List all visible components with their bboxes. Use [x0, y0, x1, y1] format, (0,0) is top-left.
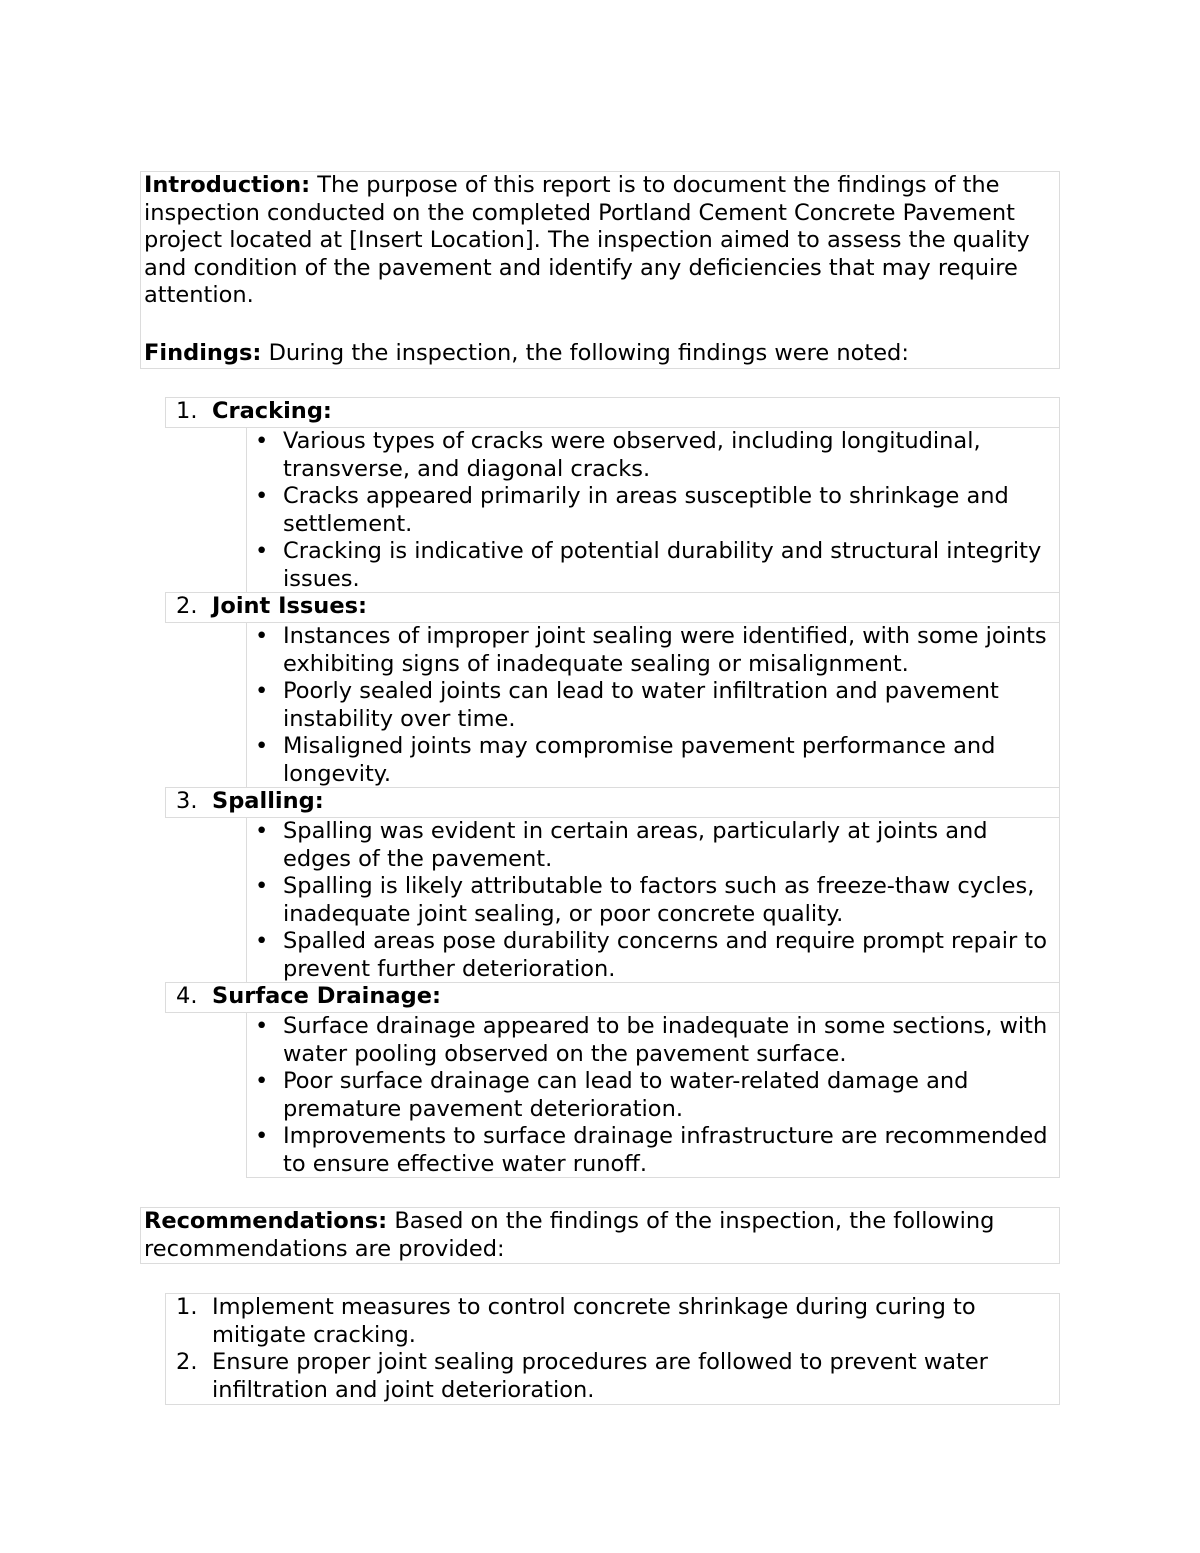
- list-item: [247, 1123, 1059, 1178]
- recommendations-text: Based on the findings of the inspection, the following recommendations are provided:: [144, 1208, 995, 1262]
- finding-title: Cracking:: [212, 398, 332, 424]
- recommendations-paragraph: [144, 1208, 1055, 1263]
- bullet-text: Cracking is indicative of potential durability and structural integrity issues.: [283, 538, 1042, 592]
- list-item: [247, 873, 1059, 928]
- finding-item-joint-issues: [165, 592, 1060, 623]
- recommendations-list: [165, 1293, 1060, 1405]
- bullet-icon: •: [255, 818, 269, 844]
- bullet-icon: •: [255, 428, 269, 454]
- finding-title: Joint Issues:: [212, 593, 367, 619]
- finding-item-surface-drainage: [165, 982, 1060, 1013]
- recommendations-block: [140, 1207, 1060, 1264]
- list-item: [247, 1013, 1059, 1068]
- list-item: [247, 818, 1059, 873]
- finding-item-cracking: [165, 397, 1060, 428]
- list-item: [247, 928, 1059, 983]
- list-item: [247, 1068, 1059, 1123]
- introduction-paragraph: [144, 172, 1055, 310]
- findings-paragraph: [144, 340, 1055, 368]
- finding-number: 4.: [176, 983, 198, 1009]
- bullet-text: Spalling was evident in certain areas, particularly at joints and edges of the pavement.: [283, 818, 988, 872]
- bullet-text: Spalling is likely attributable to factors such as freeze-thaw cycles, inadequate joint sealing, or poor concrete quality.: [283, 873, 1035, 927]
- bullet-icon: •: [255, 1013, 269, 1039]
- findings-label: Findings:: [144, 339, 262, 366]
- recommendation-number: 1.: [176, 1294, 198, 1320]
- findings-text: During the inspection, the following findings were noted:: [261, 339, 909, 366]
- bullet-text: Surface drainage appeared to be inadequate in some sections, with water pooling observed on the pavement surface.: [283, 1013, 1048, 1067]
- finding-number: 1.: [176, 398, 198, 424]
- recommendation-text: Ensure proper joint sealing procedures are followed to prevent water infiltration and joint deterioration.: [212, 1349, 988, 1403]
- bullet-text: Cracks appeared primarily in areas susceptible to shrinkage and settlement.: [283, 483, 1009, 537]
- bullet-icon: •: [255, 1123, 269, 1149]
- list-item: [247, 733, 1059, 788]
- finding-number: 2.: [176, 593, 198, 619]
- finding-title: Surface Drainage:: [212, 983, 441, 1009]
- finding-bullets-cracking: [246, 427, 1060, 593]
- finding-bullets-joint-issues: [246, 622, 1060, 788]
- finding-title: Spalling:: [212, 788, 324, 814]
- finding-item-spalling: [165, 787, 1060, 818]
- intro-findings-block: [140, 171, 1060, 369]
- bullet-text: Instances of improper joint sealing were identified, with some joints exhibiting signs of inadequate sealing or misalignment.: [283, 623, 1047, 677]
- list-item: [166, 1294, 1059, 1349]
- bullet-text: Poorly sealed joints can lead to water infiltration and pavement instability over time.: [283, 678, 999, 732]
- bullet-icon: •: [255, 538, 269, 564]
- bullet-text: Various types of cracks were observed, including longitudinal, transverse, and diagonal cracks.: [283, 428, 981, 482]
- bullet-text: Spalled areas pose durability concerns and require prompt repair to prevent further deterioration.: [283, 928, 1047, 982]
- finding-bullets-spalling: [246, 817, 1060, 983]
- list-item: [247, 483, 1059, 538]
- bullet-icon: •: [255, 1068, 269, 1094]
- recommendations-label: Recommendations:: [144, 1208, 388, 1234]
- bullet-text: Improvements to surface drainage infrastructure are recommended to ensure effective water runoff.: [283, 1123, 1048, 1177]
- bullet-icon: •: [255, 623, 269, 649]
- bullet-text: Misaligned joints may compromise pavement performance and longevity.: [283, 733, 996, 787]
- list-item: [247, 428, 1059, 483]
- list-item: [247, 678, 1059, 733]
- finding-bullets-surface-drainage: [246, 1012, 1060, 1178]
- bullet-text: Poor surface drainage can lead to water-related damage and premature pavement deterioration.: [283, 1068, 969, 1122]
- introduction-text: The purpose of this report is to document the findings of the inspection conducted on the completed Portland Cement Concrete Pavement project located at [Insert Location]. The inspection aimed to assess the quality and condition of the pavement and identify any deficiencies that may require attention.: [144, 172, 1030, 308]
- bullet-icon: •: [255, 873, 269, 899]
- bullet-icon: •: [255, 928, 269, 954]
- bullet-icon: •: [255, 678, 269, 704]
- introduction-label: Introduction:: [144, 172, 311, 198]
- bullet-icon: •: [255, 483, 269, 509]
- recommendation-number: 2.: [176, 1349, 198, 1375]
- bullet-icon: •: [255, 733, 269, 759]
- recommendation-text: Implement measures to control concrete shrinkage during curing to mitigate cracking.: [212, 1294, 976, 1348]
- list-item: [247, 623, 1059, 678]
- list-item: [166, 1349, 1059, 1404]
- finding-number: 3.: [176, 788, 198, 814]
- list-item: [247, 538, 1059, 593]
